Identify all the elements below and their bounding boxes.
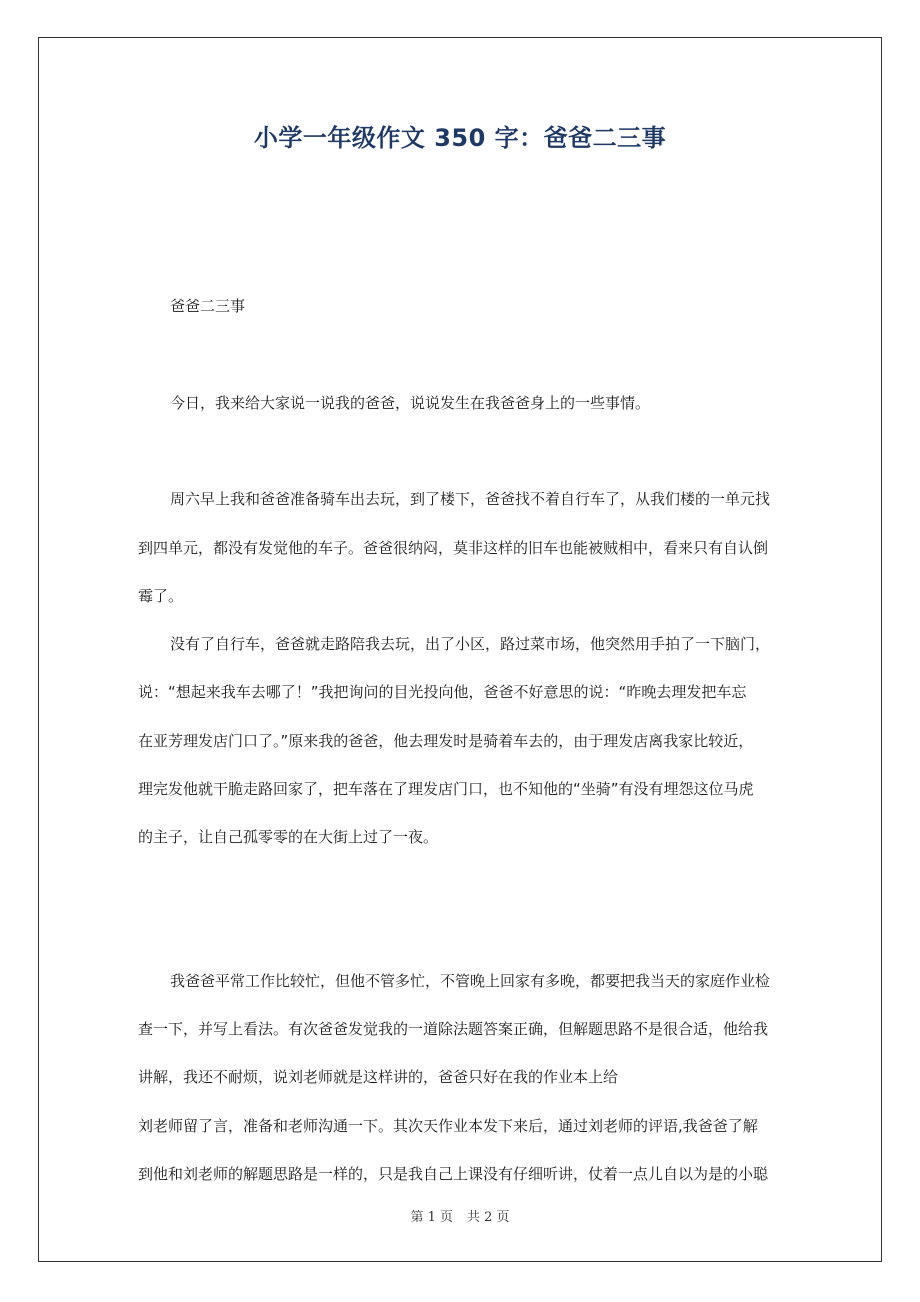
paragraph-line: 说：“想起来我车去哪了！”我把询问的目光投向他，爸爸不好意思的说：“昨晚去理发把车忘 (138, 683, 747, 701)
document-title: 小学一年级作文 350 字：爸爸二三事 (253, 124, 667, 152)
paragraph-line: 霉了。 (138, 587, 184, 605)
paragraph-line: 到四单元，都没有发觉他的车子。爸爸很纳闷，莫非这样的旧车也能被贼相中，看来只有自认倒 (138, 539, 769, 557)
paragraph-line: 讲解，我还不耐烦，说刘老师就是这样讲的，爸爸只好在我的作业本上给 (138, 1068, 619, 1086)
paragraph-line: 查一下，并写上看法。有次爸爸发觉我的一道除法题答案正确，但解题思路不是很合适，他给我 (138, 1020, 769, 1038)
paragraph-line: 今日，我来给大家说一说我的爸爸，说说发生在我爸爸身上的一些事情。 (170, 394, 651, 412)
paragraph-line: 我爸爸平常工作比较忙，但他不管多忙，不管晚上回家有多晚，都要把我当天的家庭作业检 (170, 972, 771, 990)
paragraph-line: 理完发他就干脆走路回家了，把车落在了理发店门口，也不知他的“坐骑”有没有埋怨这位马虎 (138, 780, 754, 798)
paragraph-line: 到他和刘老师的解题思路是一样的，只是我自己上课没有仔细听讲，仗着一点儿自以为是的小聪 (138, 1165, 769, 1183)
page-footer (0, 1206, 920, 1225)
paragraph-line: 没有了自行车，爸爸就走路陪我去玩，出了小区，路过菜市场，他突然用手拍了一下脑门， (170, 635, 771, 653)
paragraph-line: 刘老师留了言，准备和老师沟通一下。其次天作业本发下来后，通过刘老师的评语,我爸爸了解 (138, 1117, 758, 1135)
paragraph-line: 在亚芳理发店门口了。”原来我的爸爸，他去理发时是骑着车去的，由于理发店离我家比较近， (138, 732, 754, 750)
essay-subtitle: 爸爸二三事 (170, 297, 246, 315)
paragraph-line: 周六早上我和爸爸准备骑车出去玩，到了楼下，爸爸找不着自行车了，从我们楼的一单元找 (170, 490, 771, 508)
page-total: 共 2 页 (467, 1210, 510, 1225)
paragraph-line: 的主子，让自己孤零零的在大街上过了一夜。 (138, 828, 439, 846)
page-number: 第 1 页 (410, 1210, 453, 1225)
